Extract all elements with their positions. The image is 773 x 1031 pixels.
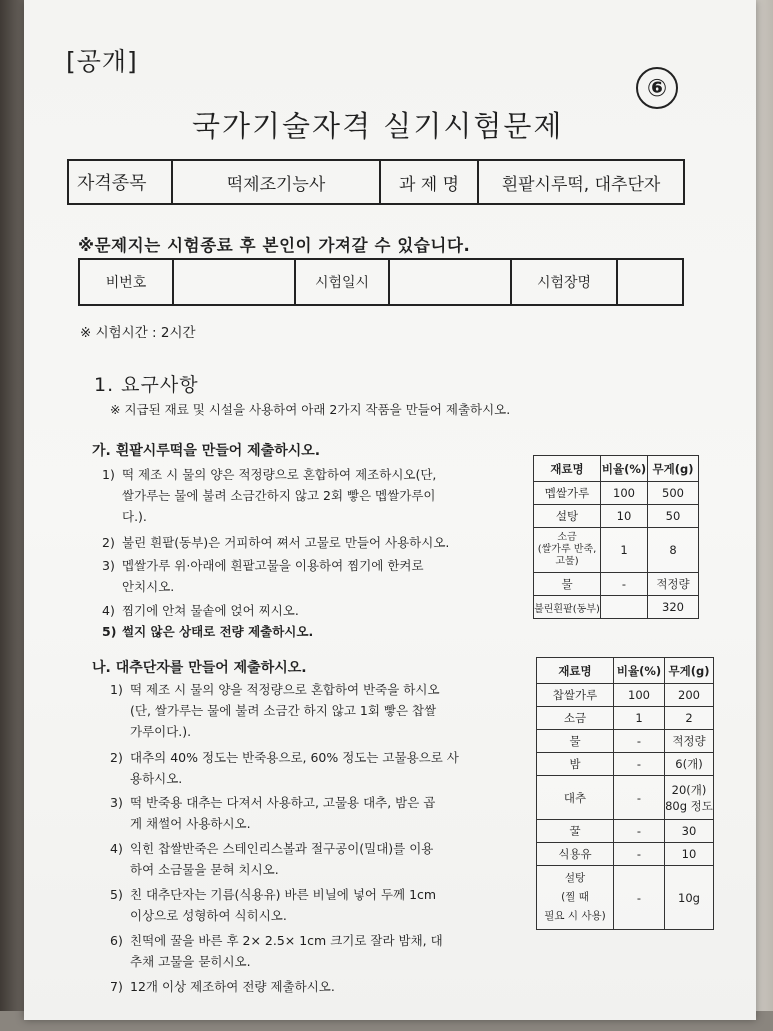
list-item: 3) 떡 반죽용 대추는 다져서 사용하고, 고물용 대추, 밤은 곱 게 채썰어 사용하시오. xyxy=(110,795,436,831)
document-title: 국가기술자격 실기시험문제 xyxy=(192,109,564,143)
header-ratio: 비율(%) xyxy=(614,658,665,684)
table-row: 찹쌀가루 100 200 xyxy=(537,684,714,707)
category-label: 자격종목 xyxy=(68,160,172,204)
place-value-cell xyxy=(617,259,683,305)
public-tag: [공개] xyxy=(66,47,138,76)
ingredient-table-b xyxy=(536,657,714,930)
list-item: 6) 친떡에 꿀을 바른 후 2× 2.5× 1cm 크기로 잘라 밤채, 대 추채 고물을 묻히시오. xyxy=(110,933,443,969)
section-a-items xyxy=(102,464,527,642)
list-item: 3) 멥쌀가루 위·아래에 흰팥고물을 이용하여 찜기에 한켜로 안치시오. xyxy=(102,558,424,594)
table-row: 물 - 적정량 xyxy=(537,730,714,753)
header-name: 재료명 xyxy=(537,658,614,684)
header-name: 재료명 xyxy=(534,456,601,482)
list-item: 5) 썰지 않은 상태로 전량 제출하시오. xyxy=(102,624,314,639)
section-b-items xyxy=(110,679,530,997)
requirements-heading: 1. 요구사항 xyxy=(94,374,199,396)
id-label: 비번호 xyxy=(79,259,173,305)
exam-info-table xyxy=(67,159,685,205)
table-row: 설탕 10 50 xyxy=(534,505,699,528)
table-row: 설탕 (찔 때 필요 시 사용) - 10g xyxy=(537,866,714,930)
problem-number-badge: ⑥ xyxy=(636,67,678,109)
table-row: 소금 1 2 xyxy=(537,707,714,730)
table-row: 소금 (쌀가루 반죽, 고물) 1 8 xyxy=(534,528,699,573)
id-value-cell xyxy=(173,259,295,305)
table-row: 밤 - 6(개) xyxy=(537,753,714,776)
ingredient-table-a xyxy=(533,455,699,619)
list-item: 5) 친 대추단자는 기름(식용유) 바른 비닐에 넣어 두께 1cm 이상으로 성형하여 식히시오. xyxy=(110,887,437,923)
section-a-title: 가. 흰팥시루떡을 만들어 제출하시오. xyxy=(92,443,321,459)
header-ratio: 비율(%) xyxy=(601,456,648,482)
list-item: 1) 떡 제조 시 물의 양을 적정량으로 혼합하여 반죽을 하시오 (단, 쌀가루는 물에 불려 소금간 하지 않고 1회 빻은 찹쌀 가루이다.). xyxy=(110,682,440,739)
table-row: 불린흰팥(동부) 320 xyxy=(534,596,699,619)
table-row: 대추 - 20(개) 80g 정도 xyxy=(537,776,714,820)
table-row: 꿀 - 30 xyxy=(537,820,714,843)
header-weight: 무게(g) xyxy=(665,658,714,684)
list-item: 4) 찜기에 안쳐 물솥에 얹어 찌시오. xyxy=(102,603,299,618)
list-item: 7) 12개 이상 제조하여 전량 제출하시오. xyxy=(110,979,335,994)
header-weight: 무게(g) xyxy=(648,456,699,482)
table-row: 식용유 - 10 xyxy=(537,843,714,866)
requirements-note: ※ 지급된 재료 및 시설을 사용하여 아래 2가지 작품을 만들어 제출하시오. xyxy=(110,402,511,417)
list-item: 1) 떡 제조 시 물의 양은 적정량으로 혼합하여 제조하시오(단, 쌀가루는 물에 불려 소금간하지 않고 2회 빻은 멥쌀가루이 다.). xyxy=(102,467,437,524)
list-item: 4) 익힌 찹쌀반죽은 스테인리스볼과 절구공이(밀대)를 이용 하여 소금물을 묻혀 치시오. xyxy=(110,841,434,877)
list-item: 2) 불린 흰팥(동부)은 거피하여 쪄서 고물로 만들어 사용하시오. xyxy=(102,535,450,550)
task-label: 과 제 명 xyxy=(380,160,478,204)
exam-time: ※ 시험시간 : 2시간 xyxy=(80,325,196,341)
candidate-id-table xyxy=(78,258,684,306)
section-b-title: 나. 대추단자를 만들어 제출하시오. xyxy=(92,660,307,676)
place-label: 시험장명 xyxy=(511,259,617,305)
category-value: 떡제조기능사 xyxy=(172,160,380,204)
date-label: 시험일시 xyxy=(295,259,389,305)
date-value-cell xyxy=(389,259,511,305)
notice-text: ※문제지는 시험종료 후 본인이 가져갈 수 있습니다. xyxy=(78,236,471,255)
task-value: 흰팥시루떡, 대추단자 xyxy=(478,160,684,204)
list-item: 2) 대추의 40% 정도는 반죽용으로, 60% 정도는 고물용으로 사 용하시오. xyxy=(110,750,459,786)
table-row: 물 - 적정량 xyxy=(534,573,699,596)
table-row: 멥쌀가루 100 500 xyxy=(534,482,699,505)
